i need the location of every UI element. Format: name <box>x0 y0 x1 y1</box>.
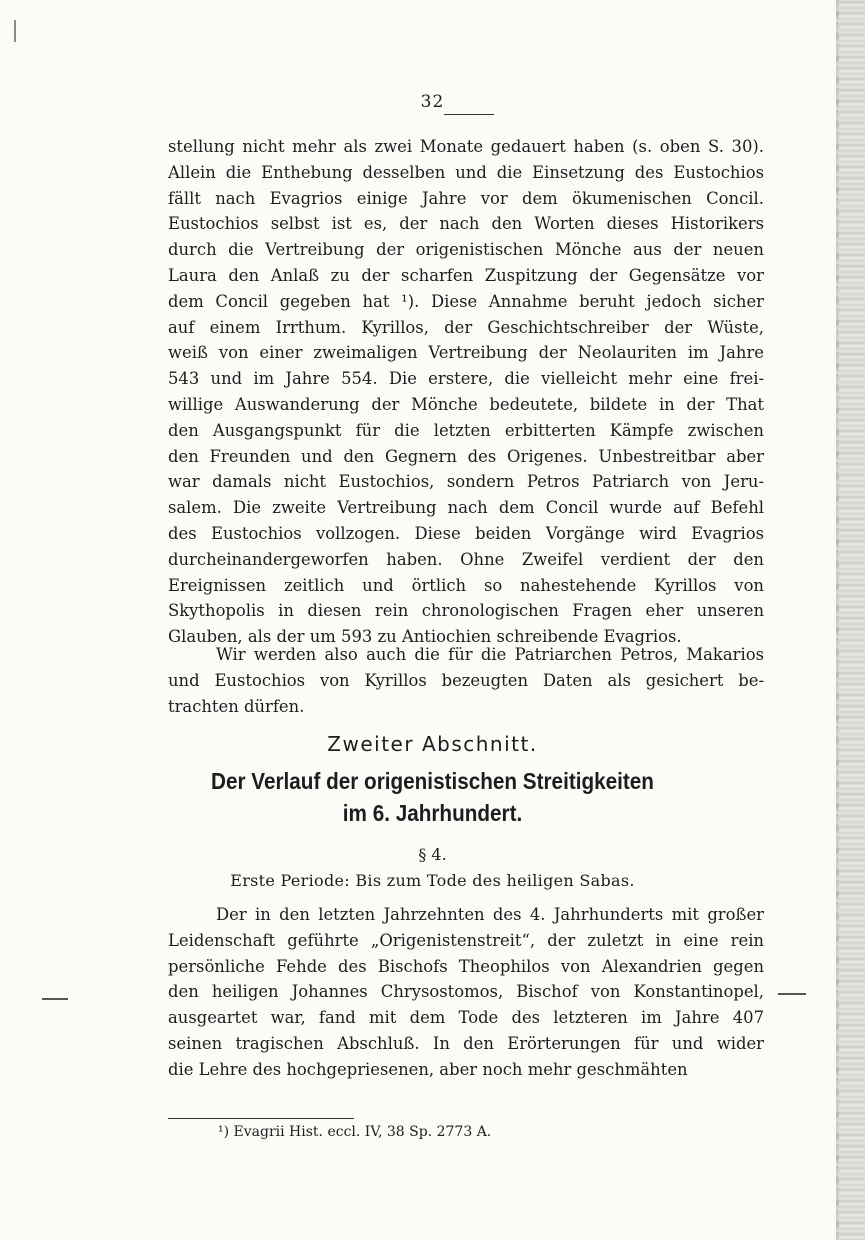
text-line: willige Auswanderung der Mönche bedeutete, bildete in der That <box>168 394 764 414</box>
text-line: den Ausgangspunkt für die letzten erbitterten Kämpfe zwischen <box>168 420 764 440</box>
text-line: Der in den letzten Jahrzehnten des 4. Jahrhunderts mit großer <box>216 905 764 924</box>
text-line: fällt nach Evagrios einige Jahre vor dem ökumenischen Concil. <box>168 188 764 208</box>
margin-dash-right <box>778 993 806 995</box>
paragraph-conclusion <box>168 642 764 719</box>
text-line: Ereignissen zeitlich und örtlich so nahestehende Kyrillos von <box>168 575 764 595</box>
chapter-title-line-2: im 6. Jahrhundert. <box>342 800 523 826</box>
text-line: die Lehre des hochgepriesenen, aber noch mehr geschmähten <box>168 1059 688 1079</box>
page-number-rule <box>444 114 494 115</box>
text-line: weiß von einer zweimaligen Vertreibung der Neolauriten im Jahre <box>168 343 764 363</box>
paragraph-sign: § 4. <box>418 845 447 864</box>
text-line: stellung nicht mehr als zwei Monate gedauert haben (s. oben S. 30). <box>168 137 764 156</box>
margin-dash-left <box>42 998 68 1000</box>
text-line: ausgeartet war, fand mit dem Tode des letzteren im Jahre 407 <box>168 1008 764 1028</box>
page-number: 32 <box>420 92 445 112</box>
scan-edge-line <box>836 0 839 1240</box>
text-line: dem Concil gegeben hat ¹). Diese Annahme beruht jedoch sicher <box>168 291 764 311</box>
text-line: Laura den Anlaß zu der scharfen Zuspitzung der Gegensätze vor <box>168 265 764 285</box>
text-line: 543 und im Jahre 554. Die erstere, die vielleicht mehr eine frei- <box>168 369 764 389</box>
text-line: trachten dürfen. <box>168 696 305 716</box>
scan-mark <box>14 20 16 42</box>
text-line: Wir werden also auch die für die Patriarchen Petros, Makarios <box>216 645 764 664</box>
chapter-title-line-1: Der Verlauf der origenistischen Streitigkeiten <box>211 768 654 794</box>
text-line: Leidenschaft geführte „Origenistenstreit“, der zuletzt in eine rein <box>168 930 764 950</box>
text-line: Allein die Enthebung desselben und die Einsetzung des Eustochios <box>168 162 764 182</box>
text-line: durch die Vertreibung der origenistischen Mönche aus der neuen <box>168 240 764 260</box>
text-line: des Eustochios vollzogen. Diese beiden Vorgänge wird Evagrios <box>168 523 764 543</box>
text-line: den heiligen Johannes Chrysostomos, Bischof von Konstantinopel, <box>168 982 764 1002</box>
period-heading: Erste Periode: Bis zum Tode des heiligen Sabas. <box>230 871 635 890</box>
text-line: Eustochios selbst ist es, der nach den Worten dieses Historikers <box>168 214 764 234</box>
text-line: durcheinandergeworfen haben. Ohne Zweifel verdient der den <box>168 549 764 569</box>
text-line: salem. Die zweite Vertreibung nach dem Concil wurde auf Befehl <box>168 498 764 518</box>
paragraph-continuation <box>168 134 764 650</box>
footnote: ¹) Evagrii Hist. eccl. IV, 38 Sp. 2773 A. <box>218 1124 492 1140</box>
text-line: Glauben, als der um 593 zu Antiochien schreibende Evagrios. <box>168 627 682 647</box>
section-label: Zweiter Abschnitt. <box>327 732 538 756</box>
footnote-rule <box>168 1118 354 1119</box>
text-line: seinen tragischen Abschluß. In den Erörterungen für und wider <box>168 1033 764 1053</box>
text-line: Skythopolis in diesen rein chronologischen Fragen eher unseren <box>168 601 764 621</box>
text-line: den Freunden und den Gegnern des Origenes. Unbestreitbar aber <box>168 446 764 466</box>
text-line: auf einem Irrthum. Kyrillos, der Geschichtschreiber der Wüste, <box>168 317 764 337</box>
text-line: persönliche Fehde des Bischofs Theophilos von Alexandrien gegen <box>168 956 764 976</box>
text-line: war damals nicht Eustochios, sondern Petros Patriarch von Jeru- <box>168 472 764 492</box>
paragraph-body <box>168 902 764 1083</box>
scan-edge-shadow <box>839 0 865 1240</box>
text-line: und Eustochios von Kyrillos bezeugten Daten als gesichert be- <box>168 670 764 690</box>
